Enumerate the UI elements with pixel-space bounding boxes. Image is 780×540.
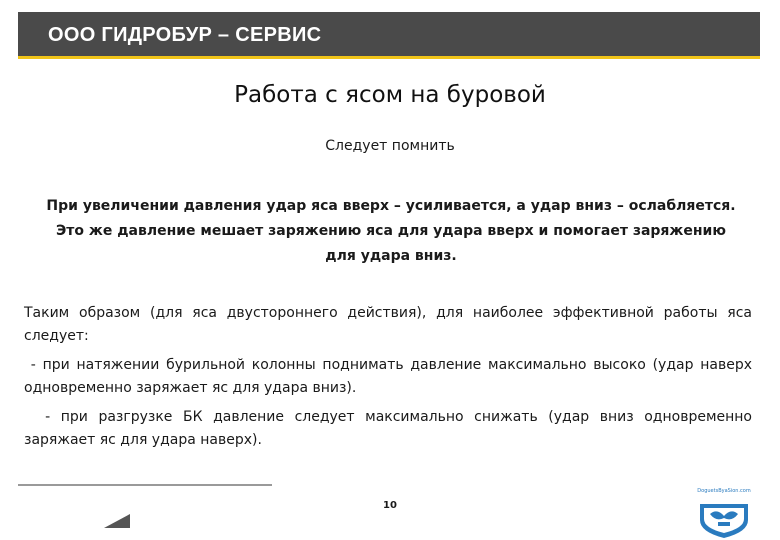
slide-title: Работа с ясом на буровой	[234, 82, 546, 108]
header-accent-line	[18, 56, 760, 59]
highlight-line: При увеличении давления удар яса вверх – усиливается, а удар вниз – ослабляется.	[46, 198, 736, 214]
highlight-block	[24, 194, 758, 269]
company-name: ООО ГИДРОБУР – СЕРВИС	[48, 24, 322, 46]
corner-triangle-icon	[104, 514, 130, 528]
highlight-line: Это же давление мешает заряжению яса для удара вверх и помогает заряжению	[56, 223, 726, 239]
page-number: 10	[383, 500, 397, 511]
remember-subtitle: Следует помнить	[325, 138, 455, 154]
site-logo-icon	[688, 486, 760, 540]
footer-divider	[18, 484, 272, 486]
highlight-line: для удара вниз.	[325, 248, 457, 264]
body-paragraph-tension: - при натяжении бурильной колонны поднимать давление максимально высоко (удар наверх одновременно заряжает яс для удара вниз).	[24, 357, 757, 396]
body-paragraph-unload: - при разгрузке БК давление следует максимально снижать (удар вниз одновременно заряжает яс для удара наверх).	[24, 409, 757, 448]
logo-caption: DoguetsByaSion.com	[697, 488, 751, 494]
body-paragraph-intro: Таким образом (для яса двустороннего действия), для наиболее эффективной работы яса следует:	[24, 305, 752, 344]
